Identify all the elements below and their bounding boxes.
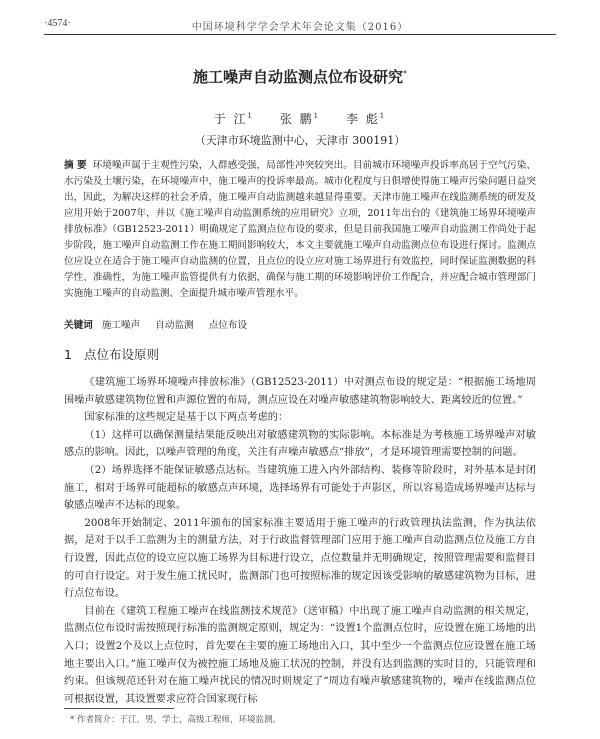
footnote-divider: [64, 708, 174, 709]
paper-title: [0, 66, 600, 87]
abstract-text: 环境噪声属于主观性污染，人群感受强，局部性冲突较突出。目前城市环境噪声投诉率高居于空气污染、水污染及土壤污染，在环境噪声中，施工噪声的投诉率最高。城市化程度与日俱增使得施工噪声污染问题日益突出，因此，为解决这样的社会矛盾，施工噪声自动监测越来越显得重要。天津市施工噪声在线监测系统的研发及应用开始于2007年，并以《施工噪声自动监测系统的应用研究》立项，2011年出台的《建筑施工场界环境噪声排放标准》（GB12523-2011）明确规定了监测点位布设的要求，但是目前我国施工噪声自动监测工作尚处于起步阶段，施工噪声自动监测工作在施工期间影响较大，本文主要就施工噪声自动监测点位布设进行探讨。监测点位应设立在适合于施工噪声自动监测的位置，且点位的设立应对施工场界进行有效监控，同时保证监测数据的科学性、准确性，为施工噪声监管提供有力依据，确保与施工期的环境影响评价工作配合，并应配合城市管理部门实施施工噪声的自动监测、全面提升城市噪声管理水平。: [64, 160, 537, 299]
section-body: [64, 374, 536, 708]
paragraph: 2008年开始制定、2011年颁布的国家标准主要适用于施工噪声的行政管理执法监测，作为执法依据，是对于以手工监测为主的测量方法，对于行政监督管理部门应用于施工噪声自动监测点位及施工方自行设置，因此点位的设立应以施工场界为目标进行设立，点位数量并无明确规定，按照管理需要和监督目的可自行设定。对于发生施工扰民时，监测部门也可按照标准的规定因该受影响的敏感建筑物为目标，进行点位布设。: [64, 517, 536, 600]
running-header: [44, 18, 556, 35]
author: [280, 112, 320, 126]
footnote: * 作者简介：于江，男，学士，高级工程师，环境监测。: [70, 715, 281, 725]
author-affil-mark: 1: [247, 112, 255, 120]
section-title: 点位布设原则: [83, 347, 159, 362]
page-number: ·4574·: [44, 18, 71, 29]
title-footnote-mark: *: [403, 69, 407, 78]
paragraph: （2）场界选择不能保证敏感点达标。当建筑施工进入内外部结构、装修等阶段时，对外基本是封闭施工，相对于场界可能超标的敏感点声环境，选择场界有可能处于声影区，所以容易造成场界噪声达标与敏感点噪声不达标的现象。: [64, 464, 536, 512]
affiliation: （天津市环境监测中心，天津市 300191）: [194, 134, 406, 147]
abstract: [64, 158, 536, 302]
keyword: 点位布设: [208, 320, 248, 331]
author-affil-mark: 1: [313, 112, 321, 120]
paragraph: 目前在《建筑工程施工噪声在线监测技术规范》（送审稿）中出现了施工噪声自动监测的相关规定，监测点位布设时需按照现行标准的监测规定原则，规定为：“设置1个监测点位时，应设置在施工场地的出入口；设置2个及以上点位时，首先要在主要的施工场地出入口，其中至少一个监测点位应设置在施工场地主要出入口。”施工噪声仅为被控施工场地及施工状况的控制，并没有达到监测的实时目的，只能管理和约束。但该规范还针对在施工噪声扰民的情况时则规定了“周边有噪声敏感建筑物的，噪声在线监测点位可根据设置，其设置要求应符合国家现行标: [64, 605, 536, 705]
paragraph: 国家标准的这些规定是基于以下两点考虑的：: [84, 412, 289, 424]
author-affil-mark: 1: [379, 112, 387, 120]
running-title: 中国环境科学学会学术年会论文集（2016）: [191, 22, 409, 33]
author: [214, 112, 254, 126]
author-name: 李 彪: [345, 112, 380, 126]
paragraph: （1）这样可以确保测量结果能反映出对敏感建筑物的实际影响。本标准是为考核施工场界噪声对敏感点的影响。因此，以噪声管理的角度，关注有声噪声敏感点“排放”，才是环境管理需要控制的问题。: [64, 429, 536, 459]
keywords: [64, 318, 536, 334]
section-heading: [64, 345, 159, 363]
author-list: [0, 110, 600, 127]
author-name: 张 鹏: [279, 112, 314, 126]
author-name: 于 江: [213, 112, 248, 126]
author: [346, 112, 386, 126]
section-number: 1: [64, 347, 72, 362]
keywords-label: 关键词: [64, 320, 93, 331]
keyword: 施工噪声: [101, 320, 141, 331]
abstract-label: 摘 要: [64, 160, 87, 171]
paper-title-text: 施工噪声自动监测点位布设研究: [192, 68, 403, 86]
keyword: 自动监测: [155, 320, 194, 331]
paragraph: 《建筑施工场界环境噪声排放标准》（GB12523-2011）中对测点布设的规定是：“根据施工场地周围噪声敏感建筑物位置和声源位置的布局，测点应设在对噪声敏感建筑物影响较大、距离较近的位置。”: [64, 377, 536, 406]
